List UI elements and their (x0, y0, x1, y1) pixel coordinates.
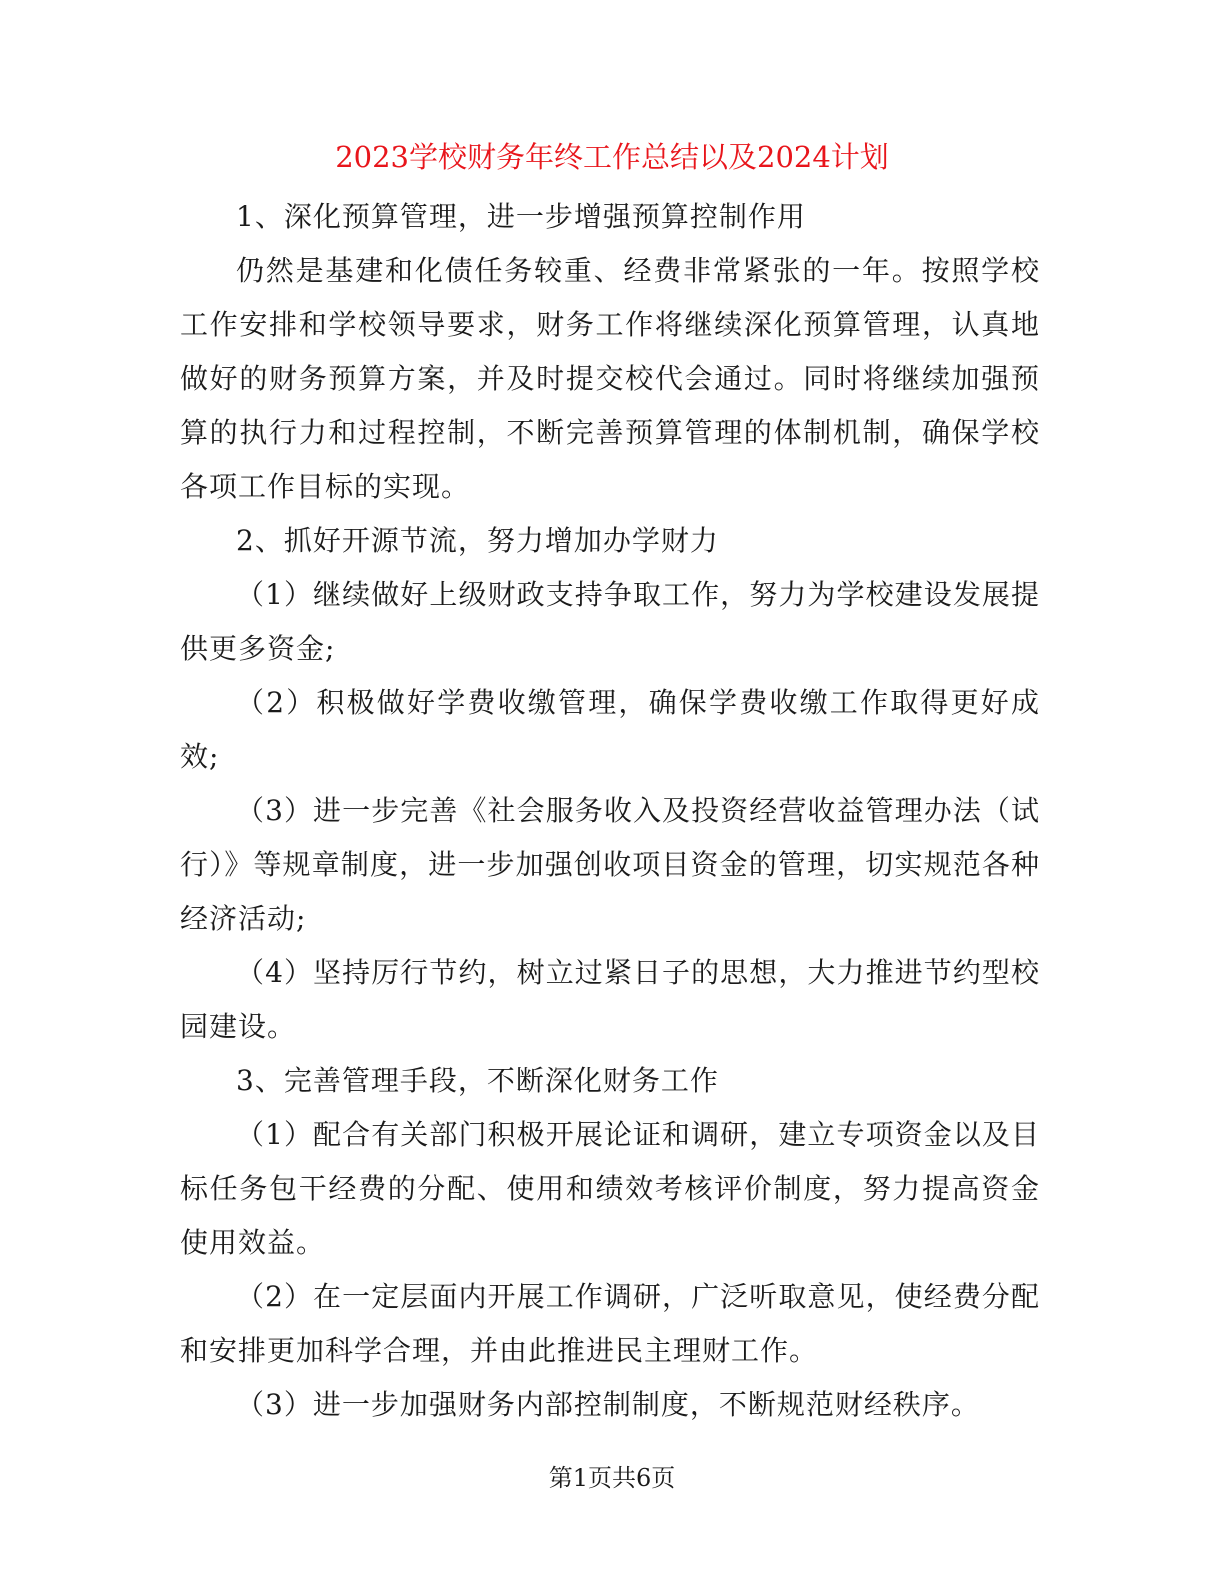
section-heading-1: 1、深化预算管理，进一步增强预算控制作用 (236, 200, 806, 233)
document-title: 2023学校财务年终工作总结以及2024计划 (335, 140, 889, 174)
section-heading-3: 3、完善管理手段，不断深化财务工作 (236, 1064, 719, 1097)
list-item-2-3: （3）进一步完善《社会服务收入及投资经营收益管理办法（试行）》等规章制度，进一步加强创收项目资金的管理，切实规范各种经济活动; (180, 794, 1040, 935)
page-footer: 第1页共6页 (548, 1464, 676, 1492)
list-item-3-3: （3）进一步加强财务内部控制制度，不断规范财经秩序。 (236, 1388, 980, 1421)
document-body (180, 190, 1040, 1432)
list-item-3-1: （1）配合有关部门积极开展论证和调研，建立专项资金以及目标任务包干经费的分配、使用和绩效考核评价制度，努力提高资金使用效益。 (180, 1118, 1040, 1259)
section-heading-2: 2、抓好开源节流，努力增加办学财力 (236, 524, 719, 557)
list-item-2-2: （2）积极做好学费收缴管理，确保学费收缴工作取得更好成效; (180, 686, 1040, 773)
list-item-2-4: （4）坚持厉行节约，树立过紧日子的思想，大力推进节约型校园建设。 (180, 956, 1040, 1043)
list-item-2-1: （1）继续做好上级财政支持争取工作，努力为学校建设发展提供更多资金; (180, 578, 1040, 665)
paragraph-budget: 仍然是基建和化债任务较重、经费非常紧张的一年。按照学校工作安排和学校领导要求，财务工作将继续深化预算管理，认真地做好的财务预算方案，并及时提交校代会通过。同时将继续加强预算的执行力和过程控制，不断完善预算管理的体制机制，确保学校各项工作目标的实现。 (180, 254, 1040, 503)
list-item-3-2: （2）在一定层面内开展工作调研，广泛听取意见，使经费分配和安排更加科学合理，并由此推进民主理财工作。 (180, 1280, 1040, 1367)
